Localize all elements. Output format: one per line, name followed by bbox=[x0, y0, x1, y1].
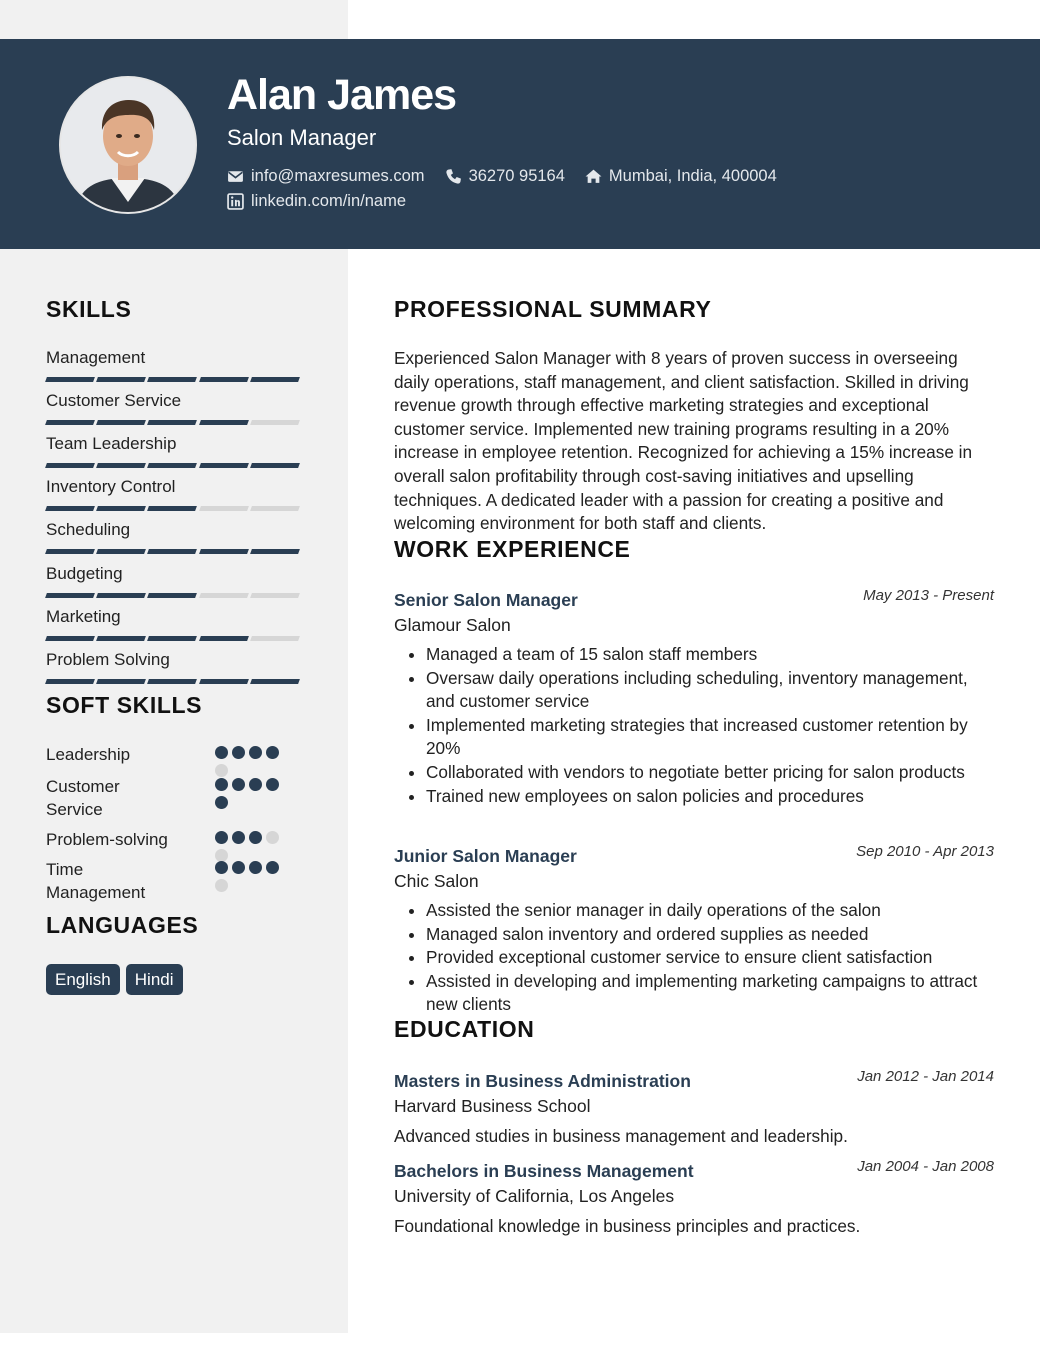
skill-level-segment bbox=[45, 636, 95, 641]
skill-level-segment bbox=[250, 549, 300, 554]
soft-skill-label: Leadership bbox=[46, 745, 131, 764]
contact-linkedin[interactable] bbox=[227, 192, 406, 211]
skill-level-segment bbox=[250, 679, 300, 684]
experience-title: Senior Salon Manager bbox=[394, 590, 578, 610]
skill-level-segment bbox=[45, 506, 95, 511]
experience-heading: WORK EXPERIENCE bbox=[394, 536, 631, 562]
skill-label: Inventory Control bbox=[46, 477, 176, 496]
skill-label: Problem Solving bbox=[46, 650, 170, 669]
candidate-name: Alan James bbox=[227, 71, 457, 119]
rating-dot bbox=[249, 746, 262, 759]
skill-level-segment bbox=[199, 679, 249, 684]
skill-level-segment bbox=[147, 549, 197, 554]
skill-level-segment bbox=[96, 377, 146, 382]
job-title: Salon Manager bbox=[227, 125, 377, 150]
skill-item bbox=[46, 563, 302, 598]
soft-skill-item bbox=[46, 743, 296, 766]
skill-level-segment bbox=[250, 463, 300, 468]
skill-level-segment bbox=[45, 463, 95, 468]
education-degree: Masters in Business Administration bbox=[394, 1071, 691, 1091]
skill-level-bar bbox=[46, 679, 302, 684]
bullet-item: • Implemented marketing strategies that increased customer retention by 20% bbox=[426, 714, 994, 761]
envelope-icon bbox=[227, 168, 244, 185]
skill-label: Budgeting bbox=[46, 564, 123, 583]
soft-skill-label: Customer Service bbox=[46, 777, 120, 819]
experience-entry bbox=[394, 589, 994, 808]
education-school: University of California, Los Angeles bbox=[394, 1186, 675, 1206]
education-description: Advanced studies in business management and leadership. bbox=[394, 1126, 848, 1146]
education-date: Jan 2012 - Jan 2014 bbox=[857, 1068, 994, 1085]
experience-date: May 2013 - Present bbox=[863, 587, 994, 604]
soft-skill-item bbox=[46, 828, 296, 851]
skill-level-bar bbox=[46, 549, 302, 554]
skill-level-segment bbox=[45, 593, 95, 598]
rating-dot bbox=[215, 879, 228, 892]
soft-skill-label: Time Management bbox=[46, 860, 146, 902]
contact-phone[interactable] bbox=[445, 167, 565, 186]
soft-skill-item bbox=[46, 858, 296, 904]
skill-level-segment bbox=[96, 636, 146, 641]
experience-company: Chic Salon bbox=[394, 871, 479, 891]
rating-dot bbox=[232, 778, 245, 791]
education-heading: EDUCATION bbox=[394, 1016, 535, 1042]
skill-level-segment bbox=[147, 593, 197, 598]
soft-skill-rating bbox=[215, 858, 287, 894]
education-school: Harvard Business School bbox=[394, 1096, 591, 1116]
skill-item bbox=[46, 433, 302, 468]
rating-dot bbox=[232, 861, 245, 874]
linkedin-text: linkedin.com/in/name bbox=[251, 192, 406, 210]
skill-level-segment bbox=[199, 463, 249, 468]
skill-item bbox=[46, 390, 302, 425]
rating-dot bbox=[266, 778, 279, 791]
skill-level-segment bbox=[45, 377, 95, 382]
skill-level-segment bbox=[250, 377, 300, 382]
skill-level-segment bbox=[96, 549, 146, 554]
skill-level-segment bbox=[45, 420, 95, 425]
skill-level-segment bbox=[199, 377, 249, 382]
skill-level-segment bbox=[199, 636, 249, 641]
skill-label: Management bbox=[46, 348, 146, 367]
languages-heading: LANGUAGES bbox=[46, 912, 199, 938]
rating-dot bbox=[215, 746, 228, 759]
skill-level-segment bbox=[147, 463, 197, 468]
education-entry bbox=[394, 1160, 994, 1238]
rating-dot bbox=[249, 778, 262, 791]
contact-row-2 bbox=[227, 192, 426, 211]
skill-level-bar bbox=[46, 463, 302, 468]
skill-level-bar bbox=[46, 593, 302, 598]
bullet-item: • Oversaw daily operations including scheduling, inventory management, and customer service bbox=[426, 667, 994, 714]
skill-item bbox=[46, 519, 302, 554]
summary-heading: PROFESSIONAL SUMMARY bbox=[394, 296, 712, 322]
rating-dot bbox=[249, 831, 262, 844]
language-list bbox=[46, 964, 189, 995]
skill-level-segment bbox=[96, 463, 146, 468]
rating-dot bbox=[232, 831, 245, 844]
skill-level-segment bbox=[250, 593, 300, 598]
linkedin-icon bbox=[227, 193, 244, 210]
experience-company: Glamour Salon bbox=[394, 615, 511, 635]
skill-level-segment bbox=[199, 593, 249, 598]
soft-skill-rating bbox=[215, 775, 287, 811]
contact-row bbox=[227, 167, 797, 186]
soft-skill-label: Problem-solving bbox=[46, 830, 168, 849]
skill-item bbox=[46, 649, 302, 684]
skill-level-segment bbox=[199, 420, 249, 425]
skill-level-bar bbox=[46, 377, 302, 382]
skill-level-segment bbox=[147, 636, 197, 641]
skill-level-segment bbox=[147, 420, 197, 425]
bullet-item: • Provided exceptional customer service to ensure client satisfaction bbox=[426, 946, 994, 970]
skill-level-segment bbox=[199, 549, 249, 554]
skill-level-segment bbox=[147, 506, 197, 511]
skill-level-segment bbox=[96, 593, 146, 598]
bullet-item: • Managed salon inventory and ordered supplies as needed bbox=[426, 923, 994, 947]
rating-dot bbox=[266, 861, 279, 874]
soft-skills-heading: SOFT SKILLS bbox=[46, 692, 203, 718]
phone-text: 36270 95164 bbox=[468, 167, 565, 185]
education-description: Foundational knowledge in business principles and practices. bbox=[394, 1216, 861, 1236]
bullet-item: • Assisted the senior manager in daily operations of the salon bbox=[426, 899, 994, 923]
skill-label: Customer Service bbox=[46, 391, 182, 410]
skill-level-segment bbox=[45, 679, 95, 684]
phone-icon bbox=[445, 168, 462, 185]
skill-level-segment bbox=[250, 420, 300, 425]
skill-level-bar bbox=[46, 636, 302, 641]
skill-level-segment bbox=[199, 506, 249, 511]
rating-dot bbox=[215, 796, 228, 809]
experience-bullets bbox=[394, 643, 994, 808]
skill-level-segment bbox=[147, 377, 197, 382]
experience-bullets bbox=[394, 899, 994, 1017]
email-text: info@maxresumes.com bbox=[251, 167, 425, 185]
soft-skill-rating bbox=[215, 743, 287, 779]
language-badge: English bbox=[46, 964, 120, 995]
education-degree: Bachelors in Business Management bbox=[394, 1161, 694, 1181]
contact-location bbox=[585, 167, 777, 186]
skill-level-segment bbox=[96, 679, 146, 684]
skill-item bbox=[46, 476, 302, 511]
experience-date: Sep 2010 - Apr 2013 bbox=[856, 843, 994, 860]
bullet-item: • Managed a team of 15 salon staff members bbox=[426, 643, 994, 667]
soft-skill-item bbox=[46, 775, 296, 821]
experience-title: Junior Salon Manager bbox=[394, 846, 577, 866]
home-icon bbox=[585, 168, 602, 185]
bullet-item: • Assisted in developing and implementing marketing campaigns to attract new clients bbox=[426, 970, 994, 1017]
rating-dot bbox=[266, 831, 279, 844]
profile-photo bbox=[61, 78, 195, 212]
rating-dot bbox=[215, 831, 228, 844]
bullet-item: • Collaborated with vendors to negotiate better pricing for salon products bbox=[426, 761, 994, 785]
rating-dot bbox=[232, 746, 245, 759]
education-date: Jan 2004 - Jan 2008 bbox=[857, 1158, 994, 1175]
summary-text: Experienced Salon Manager with 8 years of proven success in overseeing daily operations, staff management, and client satisfaction. Skilled in driving revenue growth through effective marketing strategies and exceptional customer service. Implemented new training programs resulting in a 20% increase in employee retention. Recognized for achieving a 15% increase in overall salon profitability through cost-saving initiatives and upselling techniques. A dedicated leader with a passion for creating a positive and welcoming environment for both staff and clients. bbox=[394, 348, 973, 534]
skill-level-bar bbox=[46, 506, 302, 511]
contact-email[interactable] bbox=[227, 167, 425, 186]
avatar bbox=[59, 76, 197, 214]
skill-level-segment bbox=[45, 549, 95, 554]
skill-level-segment bbox=[147, 679, 197, 684]
skill-label: Marketing bbox=[46, 607, 121, 626]
rating-dot bbox=[215, 861, 228, 874]
bullet-item: • Trained new employees on salon policies and procedures bbox=[426, 785, 994, 809]
skill-level-segment bbox=[250, 636, 300, 641]
skill-level-bar bbox=[46, 420, 302, 425]
skill-label: Team Leadership bbox=[46, 434, 177, 453]
skill-label: Scheduling bbox=[46, 520, 131, 539]
rating-dot bbox=[266, 746, 279, 759]
experience-entry bbox=[394, 845, 994, 1017]
location-text: Mumbai, India, 400004 bbox=[608, 167, 777, 185]
skills-heading: SKILLS bbox=[46, 296, 132, 322]
skill-item bbox=[46, 347, 302, 382]
skill-level-segment bbox=[96, 420, 146, 425]
rating-dot bbox=[215, 778, 228, 791]
education-entry bbox=[394, 1070, 994, 1148]
skill-item bbox=[46, 606, 302, 641]
skill-level-segment bbox=[96, 506, 146, 511]
language-badge: Hindi bbox=[126, 964, 183, 995]
rating-dot bbox=[249, 861, 262, 874]
skill-level-segment bbox=[250, 506, 300, 511]
resume-header bbox=[0, 39, 1040, 249]
